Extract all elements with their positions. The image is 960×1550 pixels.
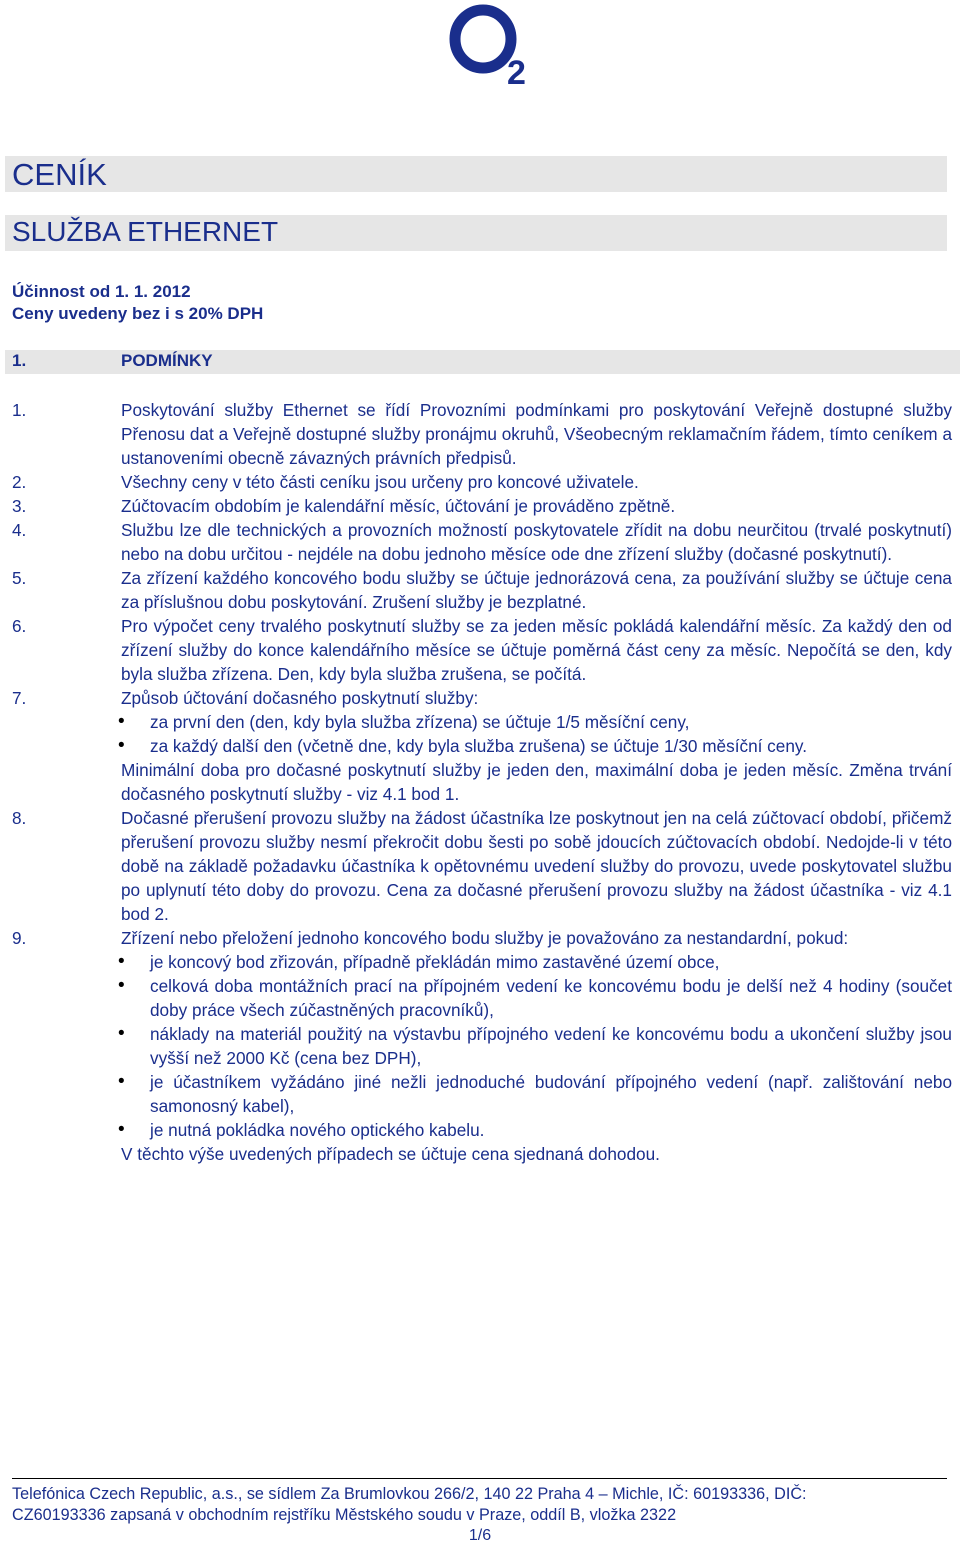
bullet-item: • náklady na materiál použitý na výstavbu přípojného vedení ke koncovému bodu a ukončení služby jsou vyšší než 2000 Kč (cena bez DPH), [121, 1022, 952, 1070]
list-item [12, 518, 952, 566]
section-title: PODMÍNKY [121, 351, 213, 370]
section-number: 1. [12, 351, 27, 370]
bullet-item: • je nutná pokládka nového optického kabelu. [121, 1118, 952, 1142]
list-item [12, 806, 952, 926]
item-number: 3. [12, 496, 27, 516]
item-number: 5. [12, 568, 27, 588]
item-outro: Minimální doba pro dočasné poskytnutí služby je jeden den, maximální doba je jeden měsíc. Změna trvání dočasného poskytnutí služby - viz 4.1 bod 1. [121, 760, 952, 804]
item-text: Zúčtovacím obdobím je kalendářní měsíc, účtování je prováděno zpětně. [121, 496, 676, 516]
bullet-list [121, 710, 952, 758]
item-number: 9. [12, 928, 27, 948]
bullet-item: • za první den (den, kdy byla služba zřízena) se účtuje 1/5 měsíční ceny, [121, 710, 952, 734]
item-text: Za zřízení každého koncového bodu služby se účtuje jednorázová cena, za používání služby se účtuje cena za příslušnou dobu poskytování. Zrušení služby je bezplatné. [121, 568, 952, 612]
item-outro: V těchto výše uvedených případech se účtuje cena sjednaná dohodou. [121, 1144, 660, 1164]
footer-company-line: Telefónica Czech Republic, a.s., se sídlem Za Brumlovkou 266/2, 140 22 Praha 4 – Michle, IČ: 60193336, DIČ: [12, 1485, 807, 1503]
list-item [12, 614, 952, 686]
item-number: 8. [12, 808, 27, 828]
list-item [12, 926, 952, 1166]
item-number: 7. [12, 688, 27, 708]
bullet-item: • je koncový bod zřizován, případně překládán mimo zastavěné území obce, [121, 950, 952, 974]
item-intro: Způsob účtování dočasného poskytnutí služby: [121, 688, 479, 708]
list-item [12, 494, 952, 518]
item-number: 6. [12, 616, 27, 636]
item-text: Všechny ceny v této části ceníku jsou určeny pro koncové uživatele. [121, 472, 639, 492]
list-item [12, 566, 952, 614]
page-title: CENÍK [12, 157, 107, 192]
prices-note: Ceny uvedeny bez i s 20% DPH [12, 304, 264, 323]
item-text: Dočasné přerušení provozu služby na žádost účastníka lze poskytnout jen na celá zúčtovací období, přičemž přerušení provozu služby nesmí překročit dobu šesti po sobě jdoucích zúčtovacích období. Nedojde-li v této době na základě požadavku účastníka k opětovnému uvedení služby do provozu, uvede poskytovatel službu po uplynutí této doby do provozu. Cena za dočasné přerušení provozu služby na žádost účastníka - viz 4.1 bod 2. [121, 808, 952, 924]
bullet-item: • za každý další den (včetně dne, kdy byla služba zrušena) se účtuje 1/30 měsíční ceny. [121, 734, 952, 758]
page-subtitle: SLUŽBA ETHERNET [12, 216, 279, 247]
item-number: 1. [12, 400, 27, 420]
item-intro: Zřízení nebo přeložení jednoho koncového bodu služby je považováno za nestandardní, pokud: [121, 928, 849, 948]
item-text: Službu lze dle technických a provozních možností poskytovatele zřídit na dobu neurčitou (trvalé poskytnutí) nebo na dobu určitou - nejdéle na dobu jednoho měsíce ode dne zřízení služby (dočasné poskytnutí). [121, 520, 952, 564]
list-item [12, 398, 952, 470]
svg-text:2: 2 [507, 54, 526, 87]
page-number: 1/6 [468, 1527, 492, 1544]
item-number: 4. [12, 520, 27, 540]
title-bar [5, 156, 947, 192]
item-text: Poskytování služby Ethernet se řídí Provozními podmínkami pro poskytování Veřejně dostupné služby Přenosu dat a Veřejně dostupné služby pronájmu okruhů, Všeobecným reklamačním řádem, tímto ceníkem a ustanoveními obecně závazných právních předpisů. [121, 400, 952, 468]
footer-register-line: CZ60193336 zapsaná v obchodním rejstříku Městského soudu v Praze, oddíl B, vložka 2322 [12, 1506, 677, 1524]
bullet-item: • celková doba montážních prací na přípojném vedení ke koncovému bodu je delší než 4 hodiny (součet doby práce všech zúčastněných pracovníků), [121, 974, 952, 1022]
item-number: 2. [12, 472, 27, 492]
item-text: Pro výpočet ceny trvalého poskytnutí služby se za jeden měsíc pokládá kalendářní měsíc. Za každý den od zřízení služby do konce kalendářního měsíce se účtuje poměrná část ceny za měsíc. Nepočítá se den, kdy byla služba zřízena. Den, kdy byla služba zrušena, se počítá. [121, 616, 952, 684]
footer-divider [12, 1478, 947, 1479]
effective-date: Účinnost od 1. 1. 2012 [12, 282, 191, 301]
conditions-list [12, 398, 952, 1166]
bullet-item: • je účastníkem vyžádáno jiné nežli jednoduché budování přípojného vedení (např. zalištování nebo samonosný kabel), [121, 1070, 952, 1118]
subtitle-bar [5, 215, 947, 251]
o2-logo [443, 2, 538, 87]
list-item [12, 686, 952, 806]
list-item [12, 470, 952, 494]
bullet-list [121, 950, 952, 1142]
